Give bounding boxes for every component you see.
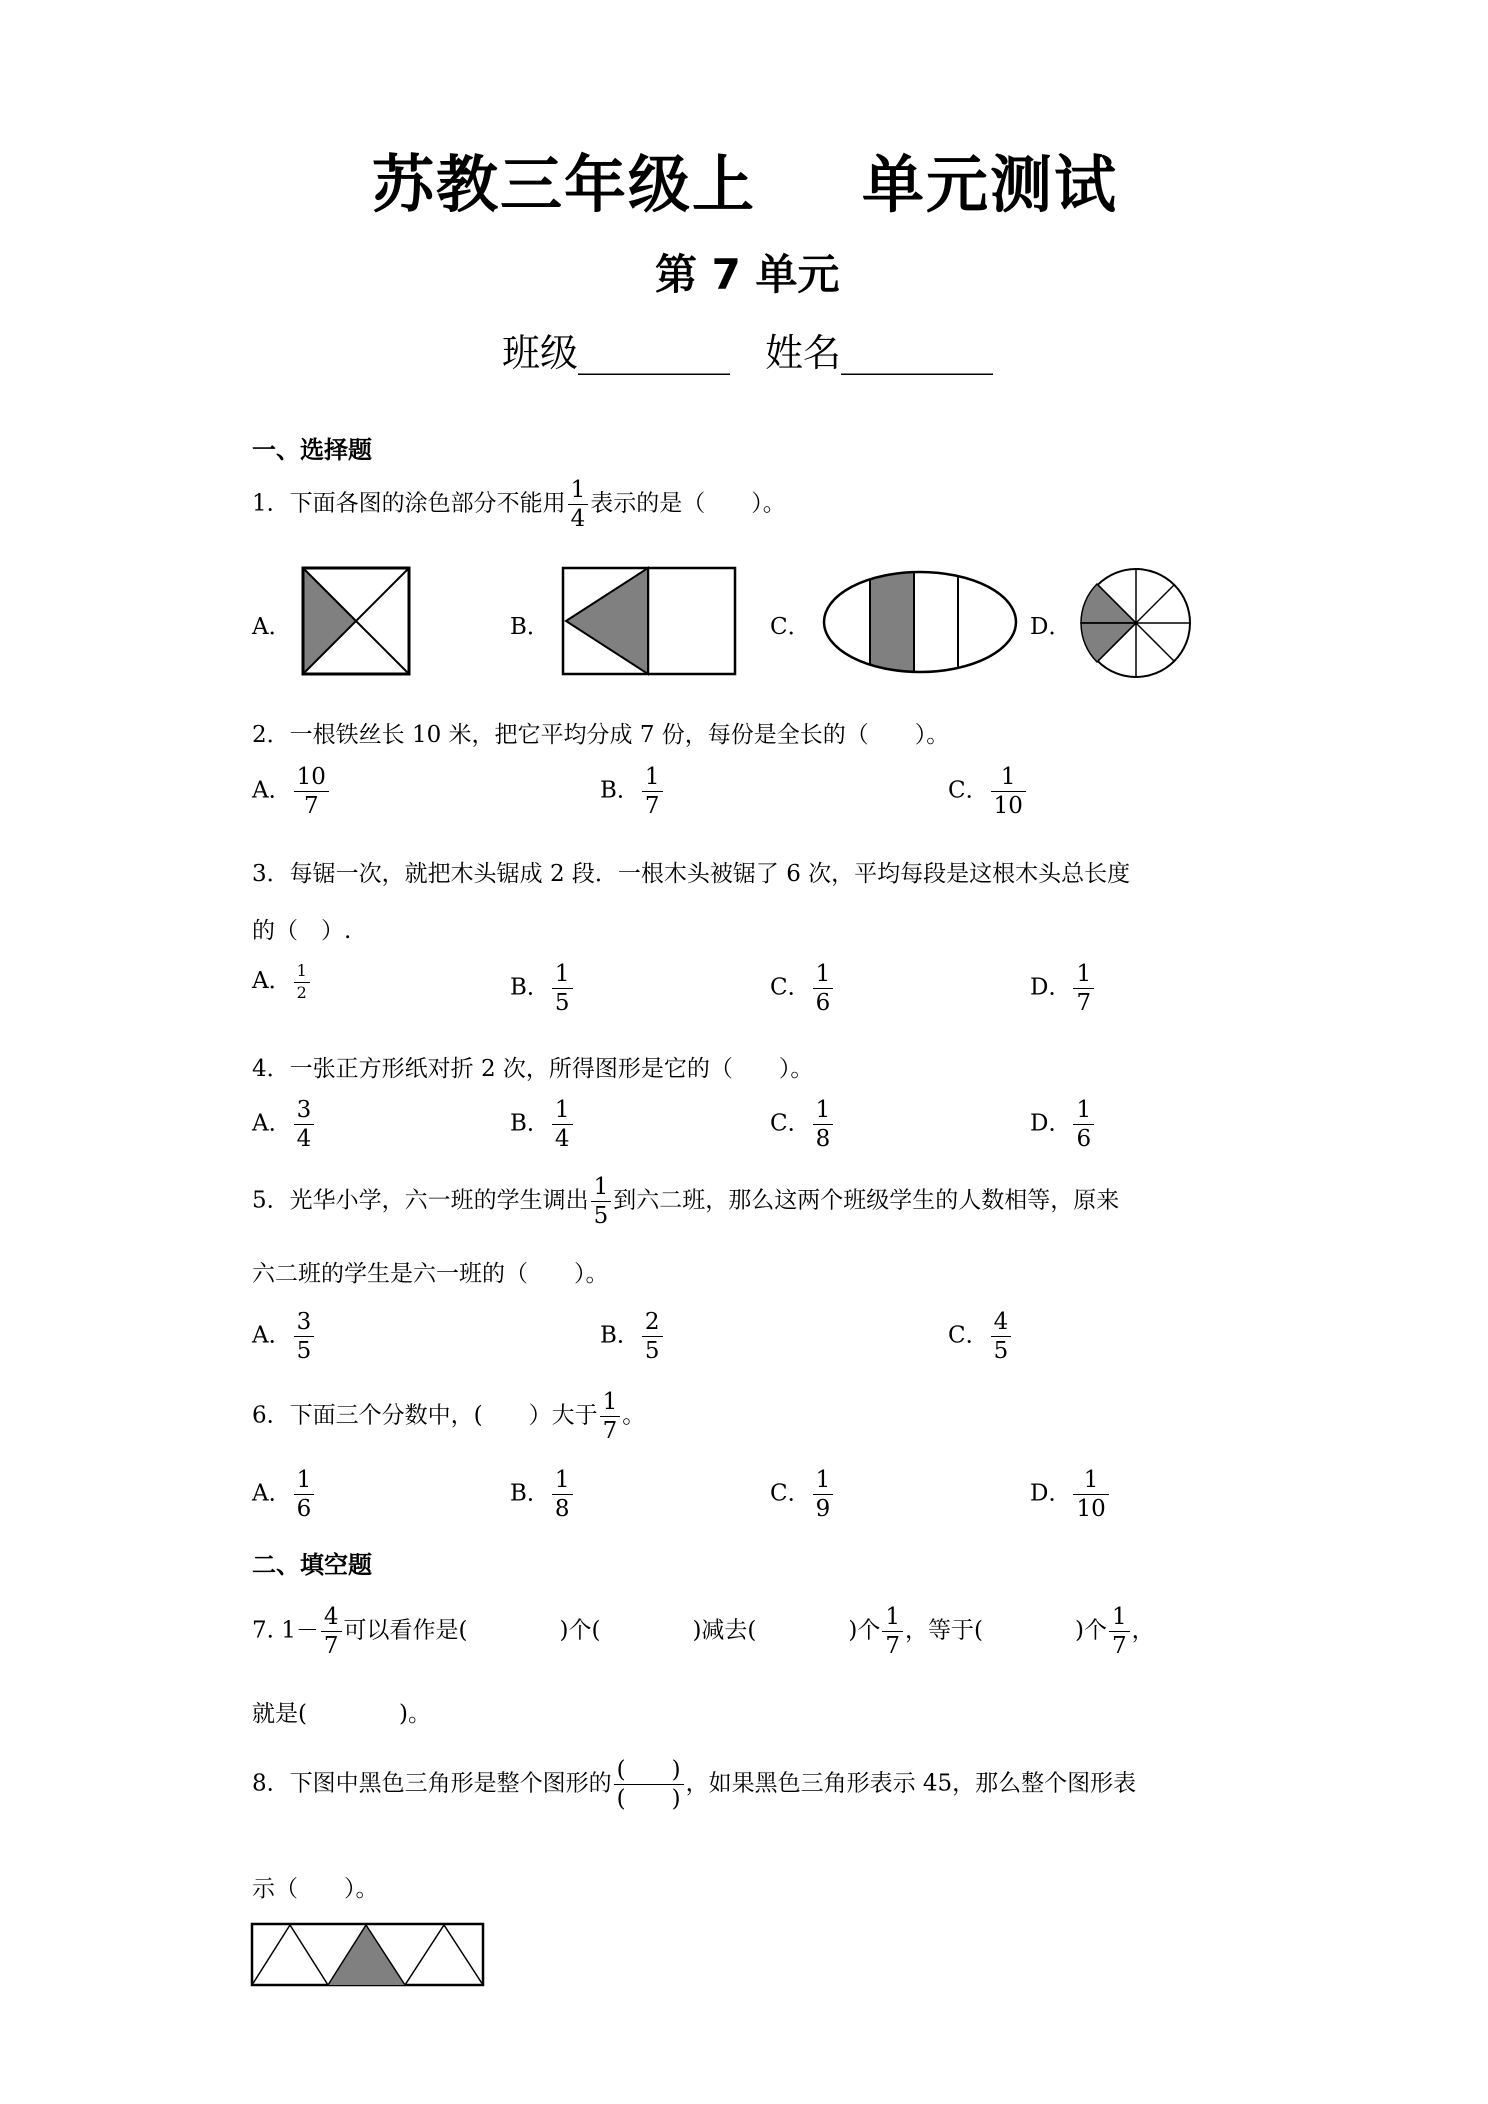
question-7-line2: 就是( )。 xyxy=(252,1701,431,1727)
q6-option-b: B． $\frac{1}{8}$ xyxy=(510,1468,575,1521)
q4-option-c: C． $\frac{1}{8}$ xyxy=(770,1098,835,1151)
question-1 xyxy=(252,478,786,531)
q1-option-d-label: D． xyxy=(1030,614,1072,640)
q6-option-a: A． $\frac{1}{6}$ xyxy=(252,1468,316,1521)
q8-triangle-figure xyxy=(250,1922,486,1988)
q1-suffix: 表示的是（ ）。 xyxy=(590,490,786,517)
question-6: 6．下面三个分数中，( ）大于 $\frac{1}{7}$ 。 xyxy=(252,1389,646,1445)
q1-figure-b xyxy=(560,565,738,677)
title-right: 单元测试 xyxy=(862,148,1119,221)
question-3-line2: 的（ ）. xyxy=(252,918,352,944)
q5-option-b: B． $\frac{2}{5}$ xyxy=(600,1310,665,1363)
title-left: 苏教三年级上 xyxy=(372,148,757,221)
q5-fraction: $\frac{1}{5}$ xyxy=(591,1175,612,1228)
q4-option-b: B． $\frac{1}{4}$ xyxy=(510,1098,575,1151)
name-label: 姓名 xyxy=(765,331,842,375)
q6-option-d: D． $\frac{1}{10}$ xyxy=(1030,1468,1111,1521)
q5-option-c: C． $\frac{4}{5}$ xyxy=(948,1310,1013,1363)
q3-option-b: B． $\frac{1}{5}$ xyxy=(510,962,575,1015)
name-field xyxy=(765,322,993,377)
class-label: 班级 xyxy=(502,331,579,375)
question-5-line2: 六二班的学生是六一班的（ ）。 xyxy=(252,1261,609,1287)
q3-option-d: D． $\frac{1}{7}$ xyxy=(1030,962,1096,1015)
question-5-line1: 5．光华小学，六一班的学生调出 $\frac{1}{5}$ 到六二班，那么这两个班级学生的人数相等，原来 xyxy=(252,1174,1120,1230)
question-2: 2．一根铁丝长 10 米，把它平均分成 7 份，每份是全长的（ ）。 xyxy=(252,722,950,748)
q3-option-a: A． $\frac{1}{2}$ xyxy=(252,962,312,1001)
q1-option-a-label: A． xyxy=(252,614,292,640)
class-blank: ________ xyxy=(578,331,731,375)
section-choice-title: 一、选择题 xyxy=(252,436,372,464)
q2-option-c: C． $\frac{1}{10}$ xyxy=(948,765,1028,818)
q5-option-a: A． $\frac{3}{5}$ xyxy=(252,1310,316,1363)
question-7-line1: 7. 1－ $\frac{4}{7}$ 可以看作是( )个( )减去( )个 $\frac{1}{7}$ ，等于( )个 $\frac{1}{7}$ ， xyxy=(252,1604,1155,1660)
question-8-line2: 示（ ）。 xyxy=(252,1876,379,1902)
class-field xyxy=(502,322,730,377)
question-4: 4．一张正方形纸对折 2 次，所得图形是它的（ ）。 xyxy=(252,1056,814,1082)
q2-option-a: A． $\frac{10}{7}$ xyxy=(252,765,331,818)
q4-option-d: D． $\frac{1}{6}$ xyxy=(1030,1098,1096,1151)
q1-figure-d xyxy=(1078,565,1194,681)
q1-figure-c xyxy=(820,568,1020,676)
q1-option-b-label: B． xyxy=(510,614,550,640)
q6-fraction: $\frac{1}{7}$ xyxy=(600,1390,621,1443)
q1-fraction: $\frac{1}{4}$ xyxy=(568,478,589,531)
unit-subtitle: 第 7 单元 xyxy=(655,250,840,299)
name-blank: ________ xyxy=(841,331,994,375)
question-3-line1: 3．每锯一次，就把木头锯成 2 段．一根木头被锯了 6 次，平均每段是这根木头总长度 xyxy=(252,861,1131,887)
q2-option-b: B． $\frac{1}{7}$ xyxy=(600,765,665,818)
q1-prefix: 1．下面各图的涂色部分不能用 xyxy=(252,490,566,517)
q1-figure-a xyxy=(300,565,412,677)
section-fill-title: 二、填空题 xyxy=(252,1551,372,1579)
q3-option-c: C． $\frac{1}{6}$ xyxy=(770,962,835,1015)
question-8-line1: 8．下图中黑色三角形是整个图形的 $\frac{( )}{( )}$ ，如果黑色三角形表示 45，那么整个图形表 xyxy=(252,1757,1137,1813)
q1-option-c-label: C． xyxy=(770,614,811,640)
q4-option-a: A． $\frac{3}{4}$ xyxy=(252,1098,316,1151)
q6-option-c: C． $\frac{1}{9}$ xyxy=(770,1468,835,1521)
